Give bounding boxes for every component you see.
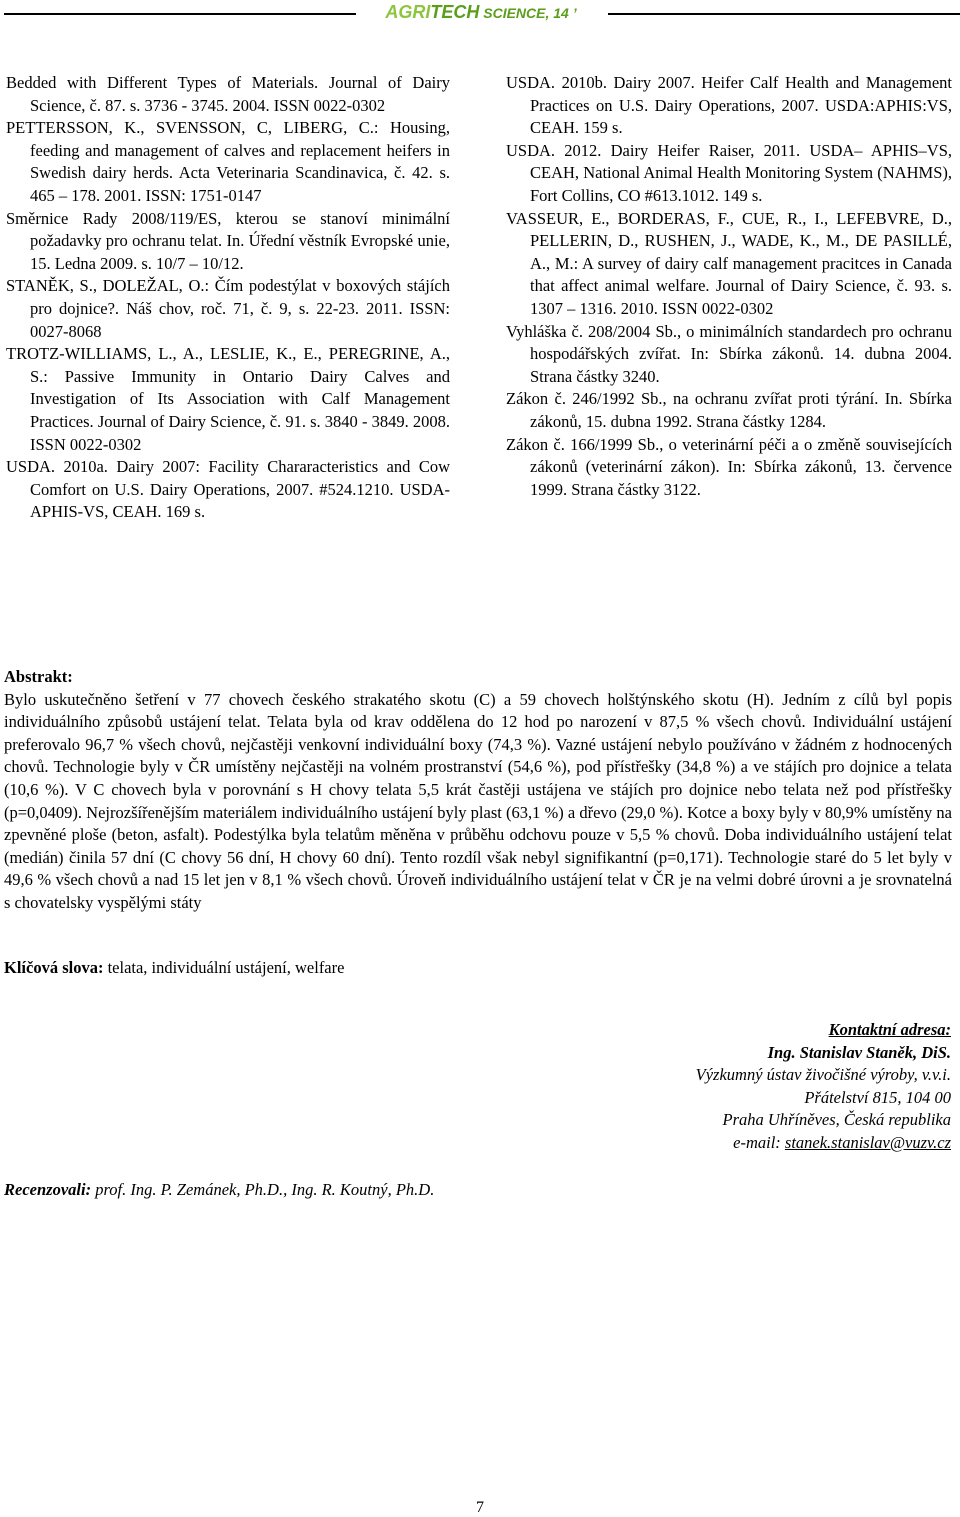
contact-institution: Výzkumný ústav živočišné výroby, v.v.i. <box>695 1065 951 1085</box>
page-number: 7 <box>476 1499 484 1516</box>
reference-item: PETTERSSON, K., SVENSSON, C, LIBERG, C.: Housing, feeding and management of calves and replacement heifers in Swedish dairy herds. Acta Veterinaria Scandinavica, č. 42. s. 465 – 178. 2001. ISSN: 1751-0147 <box>6 118 450 205</box>
reviewers-text: prof. Ing. P. Zemánek, Ph.D., Ing. R. Koutný, Ph.D. <box>91 1180 435 1199</box>
header-rule-right <box>608 13 960 15</box>
reference-item: Zákon č. 246/1992 Sb., na ochranu zvířat proti týrání. In. Sbírka zákonů, 15. dubna 1992. Strana částky 1284. <box>506 389 952 431</box>
reference-item: USDA. 2010b. Dairy 2007. Heifer Calf Health and Management Practices on U.S. Dairy Operations, 2007. USDA:APHIS:VS, CEAH. 159 s. <box>506 73 952 138</box>
keywords <box>4 958 952 978</box>
reference-item: TROTZ-WILLIAMS, L., A., LESLIE, K., E., PEREGRINE, A., S.: Passive Immunity in Ontario Dairy Calves and Investigation of Its Association with Calf Management Practices. Journal of Dairy Science, č. 91. s. 3840 - 3849. 2008. ISSN 0022-0302 <box>6 344 450 454</box>
contact-email-line <box>551 1132 951 1155</box>
abstract-title: Abstrakt: <box>4 667 73 686</box>
references-right-column <box>506 72 952 501</box>
journal-name-tech: TECH <box>430 2 480 22</box>
contact-title: Kontaktní adresa: <box>828 1020 951 1039</box>
reference-item: USDA. 2010a. Dairy 2007: Facility Chararacteristics and Cow Comfort on U.S. Dairy Operations, 2007. #524.1210. USDA-APHIS-VS, CEAH. 169 s. <box>6 457 450 522</box>
contact-street: Přátelství 815, 104 00 <box>804 1087 951 1107</box>
reference-item: Zákon č. 166/1999 Sb., o veterinární péči a o změně souvisejících zákonů (veterinární zákon). In: Sbírka zákonů, 13. července 1999. Strana částky 3122. <box>506 434 952 499</box>
journal-issue: SCIENCE, 14 ’ <box>479 5 577 21</box>
keywords-text: telata, individuální ustájení, welfare <box>103 958 345 977</box>
journal-name-agri: AGRI <box>385 2 431 22</box>
abstract-text: Bylo uskutečněno šetření v 77 chovech českého strakatého skotu (C) a 59 chovech holštýnského skotu (H). Jedním z cílů byl popis individuálního způsobů ustájení telat. Telata byla od krav oddělena do 12 hod po narození v 87,5 % všech chovů. Individuální ustájení preferovalo 96,7 % všech chovů, nejčastěji venkovní individuální boxy (74,3 %). Vazné ustájení nebylo používáno v žádném z hodnocených chovů. Technologie byly v ČR umístěny nejčastěji na volném prostranství (54,6 %), pod přístřešky (34,8 %) a ve stájích pro dojnice a telata (10,6 %). V C chovech byla v porovnání s H chovy telata 5,5 krát častěji ustájena ve stájích pro dojnice nebo telata než pod přístřešky (p=0,0409). Nejrozšířenějším materiálem individuálního ustájení byly plast (63,1 %) a dřevo (29,0 %). Kotce a boxy byly v 80,9% umístěny na zpevněné ploše (beton, asfalt). Podestýlka byla telatům měněna v průběhu odchovu pouze v 5,5 % chovů. Doba individuálního ustájení telat (medián) činila 57 dní (C chovy 56 dní, H chovy 60 dní). Tento rozdíl však nebyl signifikantní (p=0,171). Technologie staré do 5 let byly v 49,6 % všech chovů a nad 15 let jen v 8,1 % všech chovů. Úroveň individuálního ustájení telat v ČR je na velmi dobré úrovni a je srovnatelná s chovatelsky vyspělými státy <box>4 689 952 912</box>
keywords-label: Klíčová slova: <box>4 958 104 977</box>
reviewers-label: Recenzovali: <box>4 1180 92 1199</box>
reviewers <box>4 1180 434 1200</box>
contact-name: Ing. Stanislav Staněk, DiS. <box>767 1042 951 1062</box>
reference-item: Směrnice Rady 2008/119/ES, kterou se stanoví minimální požadavky pro ochranu telat. In. Úřední věstník Evropské unie, 15. Ledna 2009. s. 10/7 – 10/12. <box>6 208 450 273</box>
reference-item: USDA. 2012. Dairy Heifer Raiser, 2011. USDA– APHIS–VS, CEAH, National Animal Health Monitoring System (NAHMS), Fort Collins, CO #613.1012. 149 s. <box>506 140 952 205</box>
abstract-section <box>4 666 952 915</box>
contact-email-link[interactable]: stanek.stanislav@vuzv.cz <box>784 1132 951 1152</box>
journal-header <box>360 2 602 23</box>
header-rule-left <box>4 13 356 15</box>
references-left-column <box>6 72 450 524</box>
contact-address <box>551 1019 951 1155</box>
reference-item: STANĚK, S., DOLEŽAL, O.: Čím podestýlat v boxových stájích pro dojnice?. Náš chov, roč. 71, č. 9, s. 22-23. 2011. ISSN: 0027-8068 <box>6 276 450 341</box>
reference-item: VASSEUR, E., BORDERAS, F., CUE, R., I., LEFEBVRE, D., PELLERIN, D., RUSHEN, J., WADE, K., M., DE PASILLÉ, A., M.: A survey of dairy calf management pracitces in Canada that affect animal welfare. Journal of Dairy Science, č. 93. s. 1307 – 1316. 2010. ISSN 0022-0302 <box>506 208 952 318</box>
reference-item: Bedded with Different Types of Materials. Journal of Dairy Science, č. 87. s. 3736 - 3745. 2004. ISSN 0022-0302 <box>6 73 450 115</box>
contact-email-label: e-mail: <box>733 1132 785 1152</box>
reference-item: Vyhláška č. 208/2004 Sb., o minimálních standardech pro ochranu hospodářských zvířat. In: Sbírka zákonů. 14. dubna 2004. Strana částky 3240. <box>506 321 952 386</box>
contact-city: Praha Uhříněves, Česká republika <box>722 1110 951 1130</box>
